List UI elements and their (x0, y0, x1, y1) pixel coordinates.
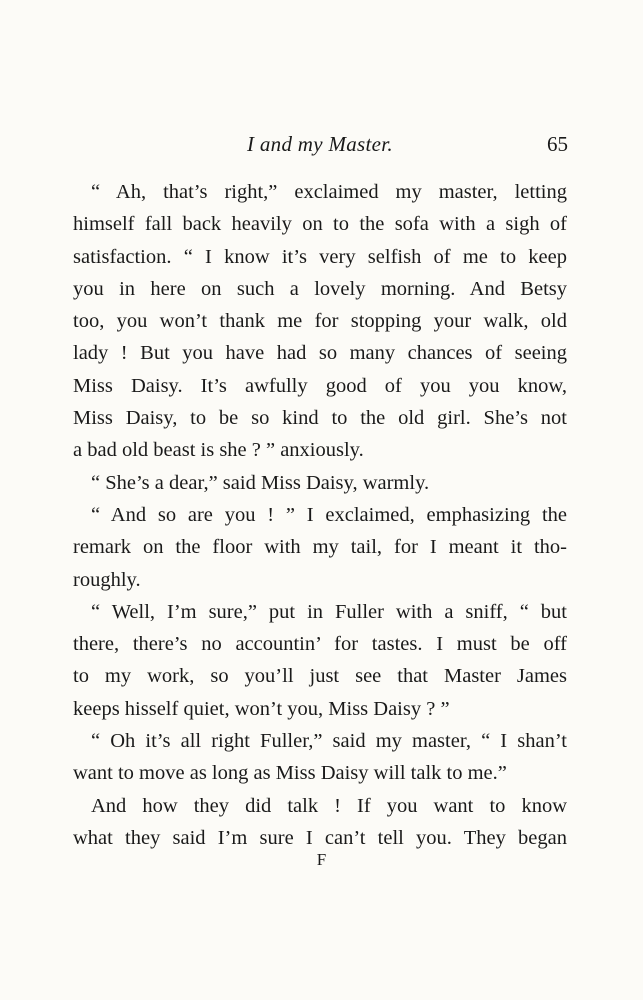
text-line: “ Ah, that’s right,” exclaimed my master, letting (91, 181, 567, 203)
text-line: himself fall back heavily on to the sofa with a sigh of (73, 213, 567, 236)
running-head (72, 128, 568, 160)
running-title: I and my Master. (247, 132, 393, 156)
text-line: keeps hisself quiet, won’t you, Miss Daisy ? ” (73, 697, 450, 720)
text-line: lady ! But you have had so many chances of seeing (73, 342, 567, 365)
text-line: what they said I’m sure I can’t tell you. They began (73, 826, 567, 849)
text-line: want to move as long as Miss Daisy will talk to me.” (73, 762, 507, 785)
text-line: Miss Daisy. It’s awfully good of you you know, (73, 374, 567, 397)
text-line: “ And so are you ! ” I exclaimed, emphasizing the (91, 503, 567, 526)
text-line: And how they did talk ! If you want to know (91, 794, 567, 817)
text-line: roughly. (73, 568, 141, 591)
text-line: “ Oh it’s all right Fuller,” said my master, “ I shan’t (91, 730, 567, 753)
body-text (73, 176, 567, 854)
text-line: “ She’s a dear,” said Miss Daisy, warmly. (91, 471, 430, 494)
text-line: “ Well, I’m sure,” put in Fuller with a sniff, “ but (91, 600, 567, 623)
text-line: satisfaction. “ I know it’s very selfish of me to keep (73, 245, 567, 268)
text-line: remark on the floor with my tail, for I meant it tho- (73, 536, 567, 559)
text-line: there, there’s no accountin’ for tastes. I must be off (73, 633, 567, 656)
text-line: Miss Daisy, to be so kind to the old girl. She’s not (73, 407, 567, 430)
signature-mark: F (316, 850, 327, 869)
text-line: too, you won’t thank me for stopping your walk, old (73, 310, 567, 333)
text-line: a bad old beast is she ? ” anxiously. (73, 439, 364, 462)
page-number: 65 (547, 132, 568, 156)
text-line: to my work, so you’ll just see that Master James (73, 665, 567, 688)
text-line: you in here on such a lovely morning. And Betsy (73, 277, 567, 300)
